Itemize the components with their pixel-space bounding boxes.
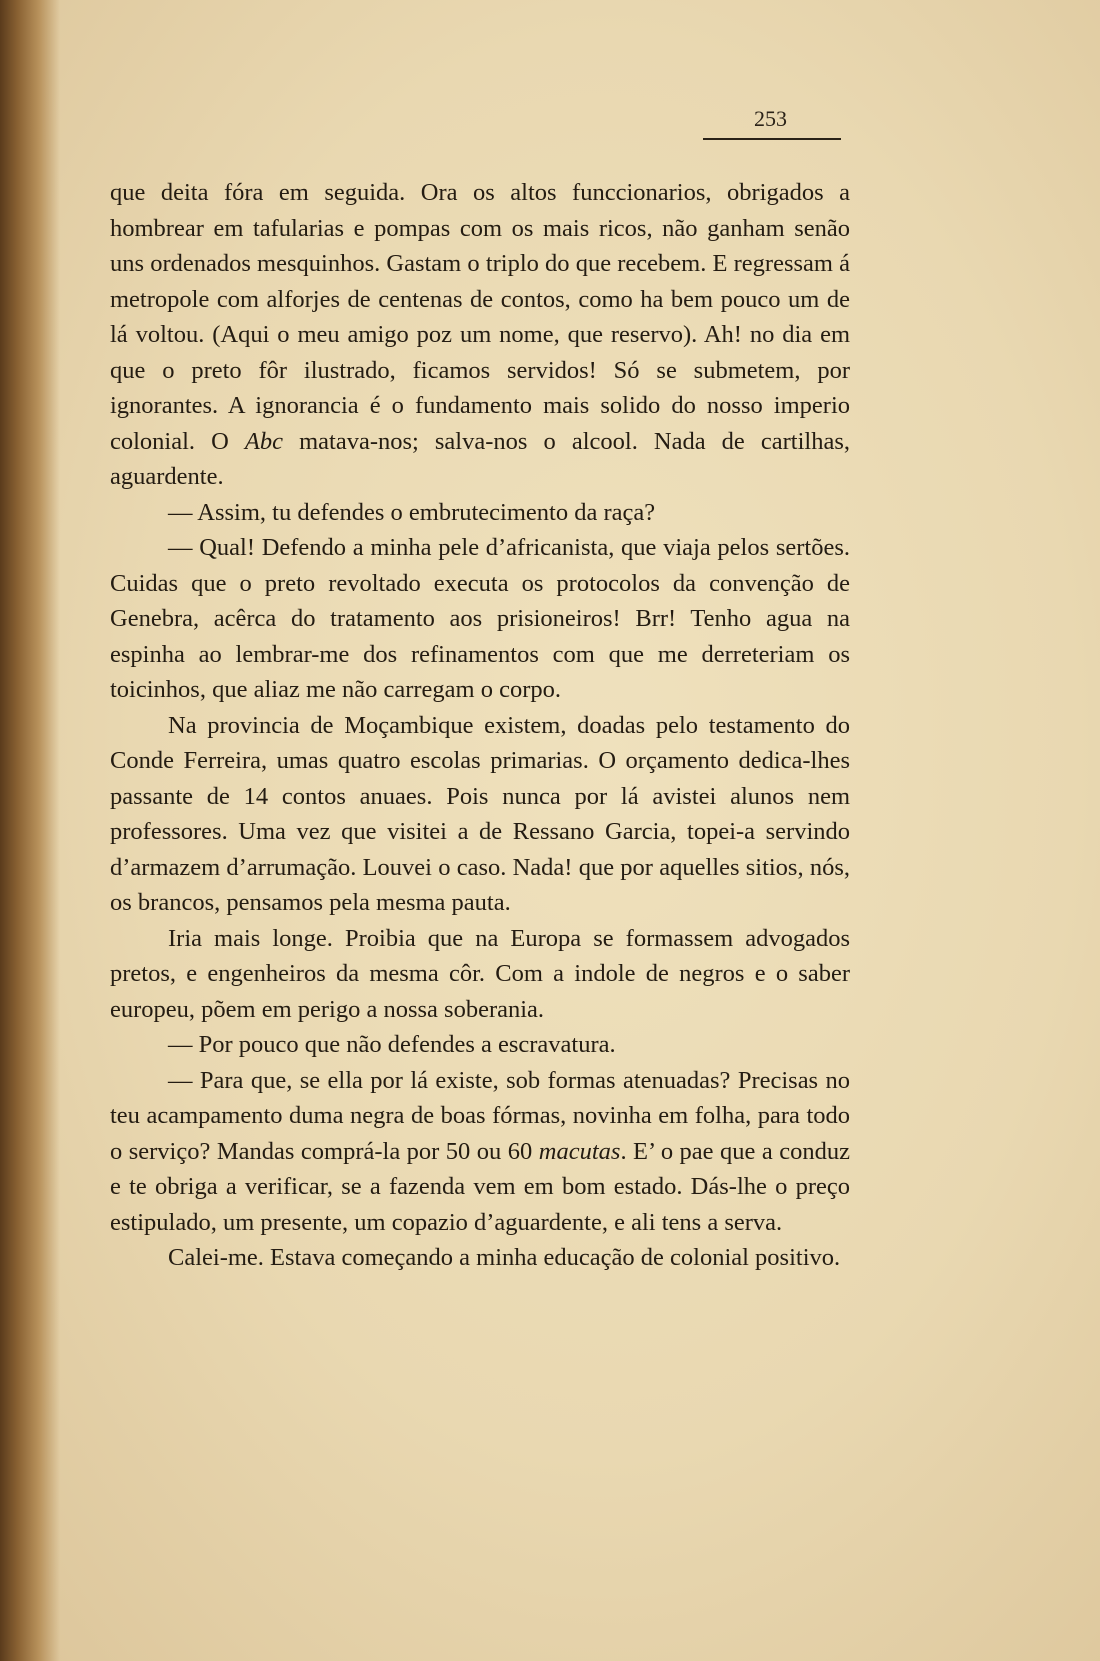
- paragraph-2: [110, 495, 850, 531]
- body-text: [110, 175, 850, 1276]
- page-number: 253: [754, 106, 787, 131]
- text-segment: — Por pouco que não defendes a escravatura.: [168, 1031, 616, 1058]
- paragraph-3: [110, 530, 850, 708]
- paragraph-6: [110, 1027, 850, 1063]
- text-segment: Iria mais longe. Proibia que na Europa se formassem advogados pretos, e engenheiros da mesma côr. Com a indole de negros e o saber europeu, põem em perigo a nossa soberania.: [110, 924, 850, 1023]
- text-segment: — Qual! Defendo a minha pele d’africanista, que viaja pelos sertões. Cuidas que o preto revoltado executa os protocolos da convenção de Genebra, acêrca do tratamento aos prisioneiros! Brr! Tenho agua na espinha ao lembrar-me dos refinamentos com que me derreteriam os toicinhos, que aliaz me não carregam o corpo.: [110, 534, 850, 703]
- italic-term: Abc: [244, 427, 283, 455]
- text-segment: — Para que, se ella por lá existe, sob formas atenuadas? Precisas no teu acampamento duma negra de boas fórmas, novinha em folha, para todo o serviço? Mandas comprá-la por 50 ou 60: [110, 1066, 850, 1165]
- paragraph-7: [110, 1063, 850, 1241]
- paragraph-1: [110, 175, 850, 495]
- paragraph-4: [110, 708, 850, 921]
- header-rule: [703, 138, 841, 140]
- book-spine-shadow: [0, 0, 60, 1661]
- text-segment: Calei-me. Estava começando a minha educação de colonial positivo.: [168, 1244, 841, 1271]
- text-segment: — Assim, tu defendes o embrutecimento da raça?: [168, 498, 656, 526]
- text-segment: que deita fóra em seguida. Ora os altos funccionarios, obrigados a hombrear em tafularias e pompas com os mais ricos, não ganham senão uns ordenados mesquinhos. Gastam o triplo do que recebem. E regressam á metropole com alforjes de centenas de contos, como ha bem pouco um de lá voltou. (Aqui o meu amigo poz um nome, que reservo). Ah! no dia em que o preto fôr ilustrado, ficamos servidos! Só se submetem, por ignorantes. A ignorancia é o fundamento mais solido do nosso imperio colonial. O: [110, 179, 850, 455]
- text-segment: Na provincia de Moçambique existem, doadas pelo testamento do Conde Ferreira, umas quatro escolas primarias. O orçamento dedica-lhes passante de 14 contos anuaes. Pois nunca por lá avistei alunos nem professores. Uma vez que visitei a de Ressano Garcia, topei-a servindo d’armazem d’arrumação. Louvei o caso. Nada! que por aquelles sitios, nós, os brancos, pensamos pela mesma pauta.: [110, 711, 850, 916]
- paragraph-5: [110, 921, 850, 1028]
- italic-term: macutas: [538, 1137, 621, 1165]
- text-segment: . E’ o pae que a conduz e te obriga a verificar, se a fazenda vem em bom estado. Dás-lhe o preço estipulado, um presente, um copazio d’aguardente, e ali tens a serva.: [110, 1137, 851, 1236]
- text-segment: matava-nos; salva-nos o alcool. Nada de cartilhas, aguardente.: [110, 427, 850, 490]
- paragraph-8: [110, 1240, 850, 1276]
